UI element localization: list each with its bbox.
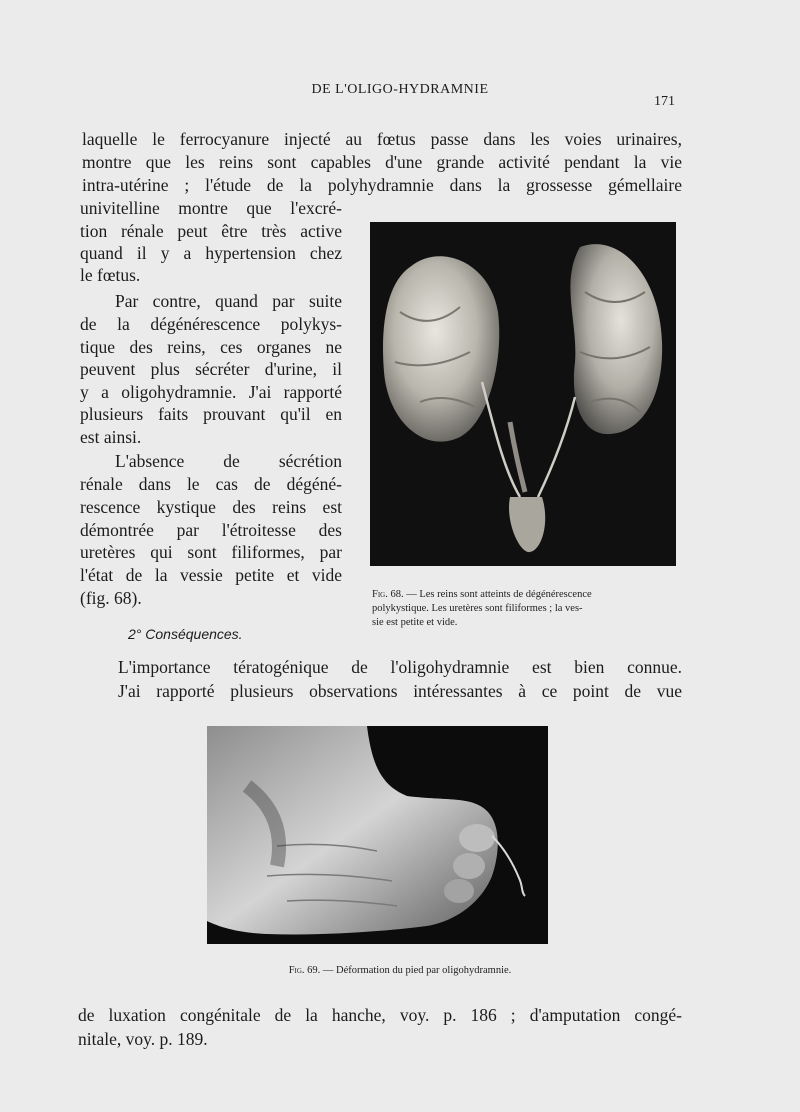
text-line: de la dégénérescence polykys- [80,314,342,334]
text-line: le fœtus. [80,265,141,285]
text-line: rescence kystique des reins est [80,497,342,517]
page-number: 171 [654,94,675,109]
foot-illustration [207,726,548,944]
section-subheading: 2° Conséquences. [128,626,243,642]
caption-text: — Déformation du pied par oligohydramnie. [322,965,512,976]
text-line: nitale, voy. p. 189. [78,1029,208,1049]
text-line: y a oligohydramnie. J'ai rapporté [80,382,342,402]
text-line: rénale dans le cas de dégéné- [80,474,342,494]
text-line: est ainsi. [80,427,142,447]
text-line: uretères qui sont filiformes, par [80,542,342,562]
text-line: plusieurs faits prouvant qu'il en [80,404,342,424]
figure-68-label: Fig. 68. [372,589,404,600]
figure-69-caption [0,964,800,978]
text-line: L'absence de sécrétion [115,451,342,471]
figure-68-caption [372,588,682,630]
text-line: montre que les reins sont capables d'une grande activité pendant la vie [82,152,682,172]
text-line: J'ai rapporté plusieurs observations intéressantes à ce point de vue [118,681,682,701]
text-line: L'importance tératogénique de l'oligohydramnie est bien connue. [118,657,682,677]
text-line: Par contre, quand par suite [115,291,342,311]
text-line: (fig. 68). [80,588,142,608]
text-line: quand il y a hypertension chez [80,243,342,263]
text-line: laquelle le ferrocyanure injecté au fœtus passe dans les voies urinaires, [82,129,682,149]
text-line: peuvent plus sécréter d'urine, il [80,359,342,379]
figure-68-photo [370,222,676,566]
text-line: univitelline montre que l'excré- [80,198,342,218]
text-line: tique des reins, ces organes ne [80,337,342,357]
caption-line: polykystique. Les uretères sont filiformes ; la ves- [372,603,583,614]
text-line: démontrée par l'étroitesse des [80,520,342,540]
text-line: l'état de la vessie petite et vide [80,565,342,585]
text-line: intra-utérine ; l'étude de la polyhydramnie dans la grossesse gémellaire [82,175,682,195]
text-line: de luxation congénitale de la hanche, voy. p. 186 ; d'amputation congé- [78,1005,682,1025]
figure-69-photo [207,726,548,944]
kidneys-illustration [370,222,676,566]
figure-69-label: Fig. 69. [288,965,321,976]
caption-line: — Les reins sont atteints de dégénérescence [406,589,592,600]
text-line: tion rénale peut être très active [80,221,342,241]
caption-line: sie est petite et vide. [372,617,458,628]
running-header: DE L'OLIGO-HYDRAMNIE [311,82,489,97]
